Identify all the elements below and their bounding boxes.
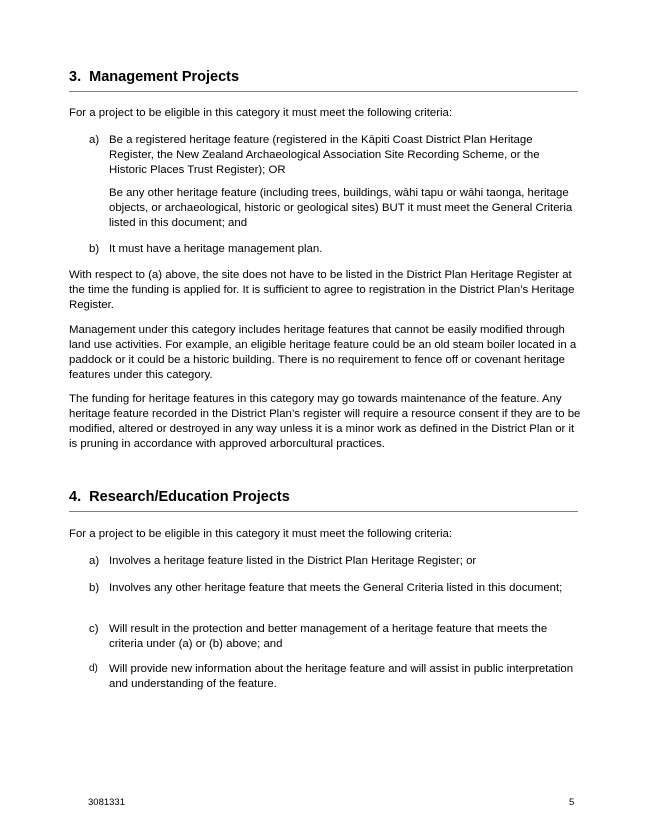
section-3-divider [69,91,578,92]
criterion-label: c) [89,623,99,635]
section-3-paragraph-management: Management under this category includes heritage features that cannot be easily modified through land use activities. For example, an eligible heritage feature could be an old steam boiler located in a paddock or it could be a historic building. There is no requirement to fence off or covenant heritage features under this category. [69,324,577,381]
section-3-heading [69,68,239,86]
section-4-number: 4. [69,489,82,505]
section-4-criterion-a [89,554,579,569]
section-3-criterion-a-alt [89,186,579,231]
criterion-label: b) [89,582,100,594]
section-4-title: Research/Education Projects [89,489,290,505]
section-3-title: Management Projects [89,69,240,85]
criterion-text: It must have a heritage management plan. [109,243,323,255]
section-4-criterion-d [89,662,579,692]
section-3-paragraph-registration: With respect to (a) above, the site does not have to be listed in the District Plan Heritage Register at the time the funding is applied for. It is sufficient to agree to registration in the District Plan’s Heritage Register. [69,269,575,311]
section-3-criterion-b [89,242,579,257]
section-3-paragraph-funding: The funding for heritage features in this category may go towards maintenance of the feature. Any heritage feature recorded in the District Plan’s register will require a resource consent if they are to be modified, altered or destroyed in any way unless it is a minor work as defined in the District Plan or it is pruning in accordance with approved arborcultural practices. [69,393,581,450]
criterion-label: d) [89,663,98,674]
criterion-text: Will provide new information about the heritage feature and will assist in public interpretation and understanding of the feature. [109,663,574,690]
criterion-label: a) [89,134,100,146]
criterion-label: b) [89,243,100,255]
criterion-text: Will result in the protection and better management of a heritage feature that meets the criteria under (a) or (b) above; and [109,623,548,650]
footer-doc-number: 3081331 [88,797,125,808]
criterion-text: Involves a heritage feature listed in the District Plan Heritage Register; or [109,555,477,567]
criterion-text: Be a registered heritage feature (registered in the Kāpiti Coast District Plan Heritage Register, the New Zealand Archaeological Association Site Recording Scheme, or the Historic Places Trust Register); OR [109,134,540,176]
criterion-text: Involves any other heritage feature that meets the General Criteria listed in this document; [109,582,563,594]
section-4-heading [69,488,290,506]
section-4-criterion-b [89,581,579,596]
criterion-label: a) [89,555,100,567]
section-4-intro: For a project to be eligible in this category it must meet the following criteria: [69,528,453,540]
section-4-criterion-c [89,622,579,652]
criterion-text: Be any other heritage feature (including trees, buildings, wāhi tapu or wāhi taonga, heritage objects, or archaeological, historic or geological sites) BUT it must meet the General Criteria listed in this document; and [109,187,573,229]
footer-page-number: 5 [569,797,575,808]
section-4-divider [69,511,578,512]
section-3-number: 3. [69,69,82,85]
section-3-criterion-a [89,133,579,178]
section-3-intro: For a project to be eligible in this category it must meet the following criteria: [69,107,453,119]
